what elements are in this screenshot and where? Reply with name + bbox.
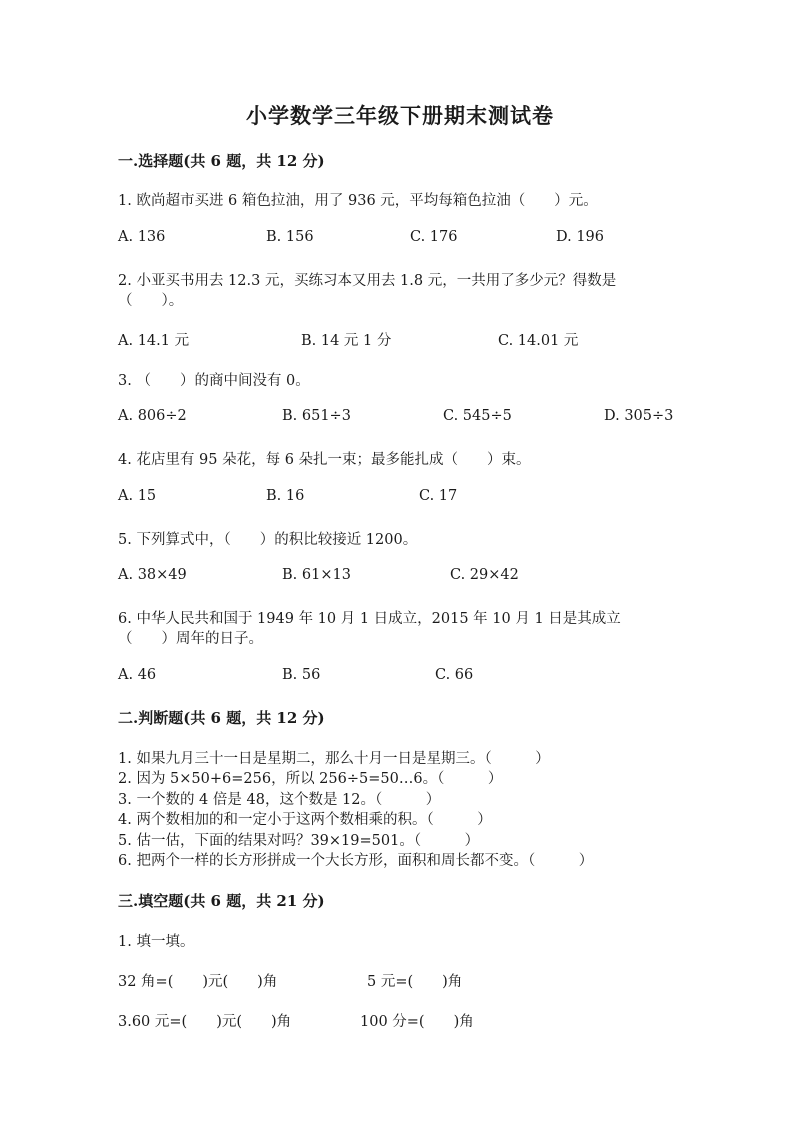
- judgment-item: 4. 两个数相加的和一定小于这两个数相乘的积。（ ）: [118, 812, 492, 828]
- option-b: B. 56: [282, 667, 321, 683]
- option-b: B. 16: [266, 488, 305, 504]
- option-d: D. 305÷3: [604, 408, 674, 424]
- option-c: C. 545÷5: [443, 408, 512, 424]
- fill-item: 100 分=( )角: [360, 1014, 474, 1030]
- option-d: D. 196: [556, 229, 605, 245]
- question-text: 5. 下列算式中，（ ）的积比较接近 1200。: [118, 532, 418, 548]
- judgment-item: 5. 估一估，下面的结果对吗？39×19=501。（ ）: [118, 833, 480, 849]
- question-text: 1. 欧尚超市买进 6 箱色拉油，用了 936 元，平均每箱色拉油（ ）元。: [118, 193, 598, 209]
- section-heading-judgment: 二.判断题(共 6 题，共 12 分): [118, 709, 325, 727]
- page-title: 小学数学三年级下册期末测试卷: [246, 103, 554, 128]
- judgment-item: 6. 把两个一样的长方形拼成一个大长方形，面积和周长都不变。（ ）: [118, 853, 594, 869]
- option-a: A. 806÷2: [118, 408, 187, 424]
- option-b: B. 651÷3: [282, 408, 351, 424]
- option-c: C. 17: [419, 488, 458, 504]
- option-b: B. 156: [266, 229, 314, 245]
- option-a: A. 15: [118, 488, 157, 504]
- question-text-cont: （ ）。: [118, 293, 184, 309]
- section-heading-choice: 一.选择题(共 6 题，共 12 分): [118, 152, 325, 170]
- option-a: A. 38×49: [118, 567, 187, 583]
- fill-item: 32 角=( )元( )角: [118, 974, 278, 990]
- question-text: 4. 花店里有 95 朵花，每 6 朵扎一束；最多能扎成（ ）束。: [118, 452, 531, 468]
- option-a: A. 136: [118, 229, 166, 245]
- option-b: B. 61×13: [282, 567, 351, 583]
- option-c: C. 14.01 元: [498, 333, 579, 349]
- option-b: B. 14 元 1 分: [301, 333, 392, 349]
- fill-item: 5 元=( )角: [367, 974, 463, 990]
- option-c: C. 66: [435, 667, 474, 683]
- question-text: 6. 中华人民共和国于 1949 年 10 月 1 日成立，2015 年 10 月 1 日是其成立: [118, 611, 621, 627]
- judgment-item: 2. 因为 5×50+6=256，所以 256÷5=50…6。（ ）: [118, 771, 503, 787]
- judgment-item: 1. 如果九月三十一日是星期二，那么十月一日是星期三。（ ）: [118, 751, 550, 767]
- section-heading-fill: 三.填空题(共 6 题，共 21 分): [118, 892, 325, 910]
- question-text: 2. 小亚买书用去 12.3 元，买练习本又用去 1.8 元，一共用了多少元？得数是: [118, 273, 617, 289]
- fill-item: 3.60 元=( )元( )角: [118, 1014, 292, 1030]
- question-text: 3. （ ）的商中间没有 0。: [118, 373, 310, 389]
- judgment-item: 3. 一个数的 4 倍是 48，这个数是 12。（ ）: [118, 792, 441, 808]
- option-c: C. 29×42: [450, 567, 519, 583]
- option-a: A. 46: [118, 667, 157, 683]
- option-c: C. 176: [410, 229, 458, 245]
- option-a: A. 14.1 元: [118, 333, 190, 349]
- fill-question-text: 1. 填一填。: [118, 934, 195, 950]
- question-text-cont: （ ）周年的日子。: [118, 631, 263, 647]
